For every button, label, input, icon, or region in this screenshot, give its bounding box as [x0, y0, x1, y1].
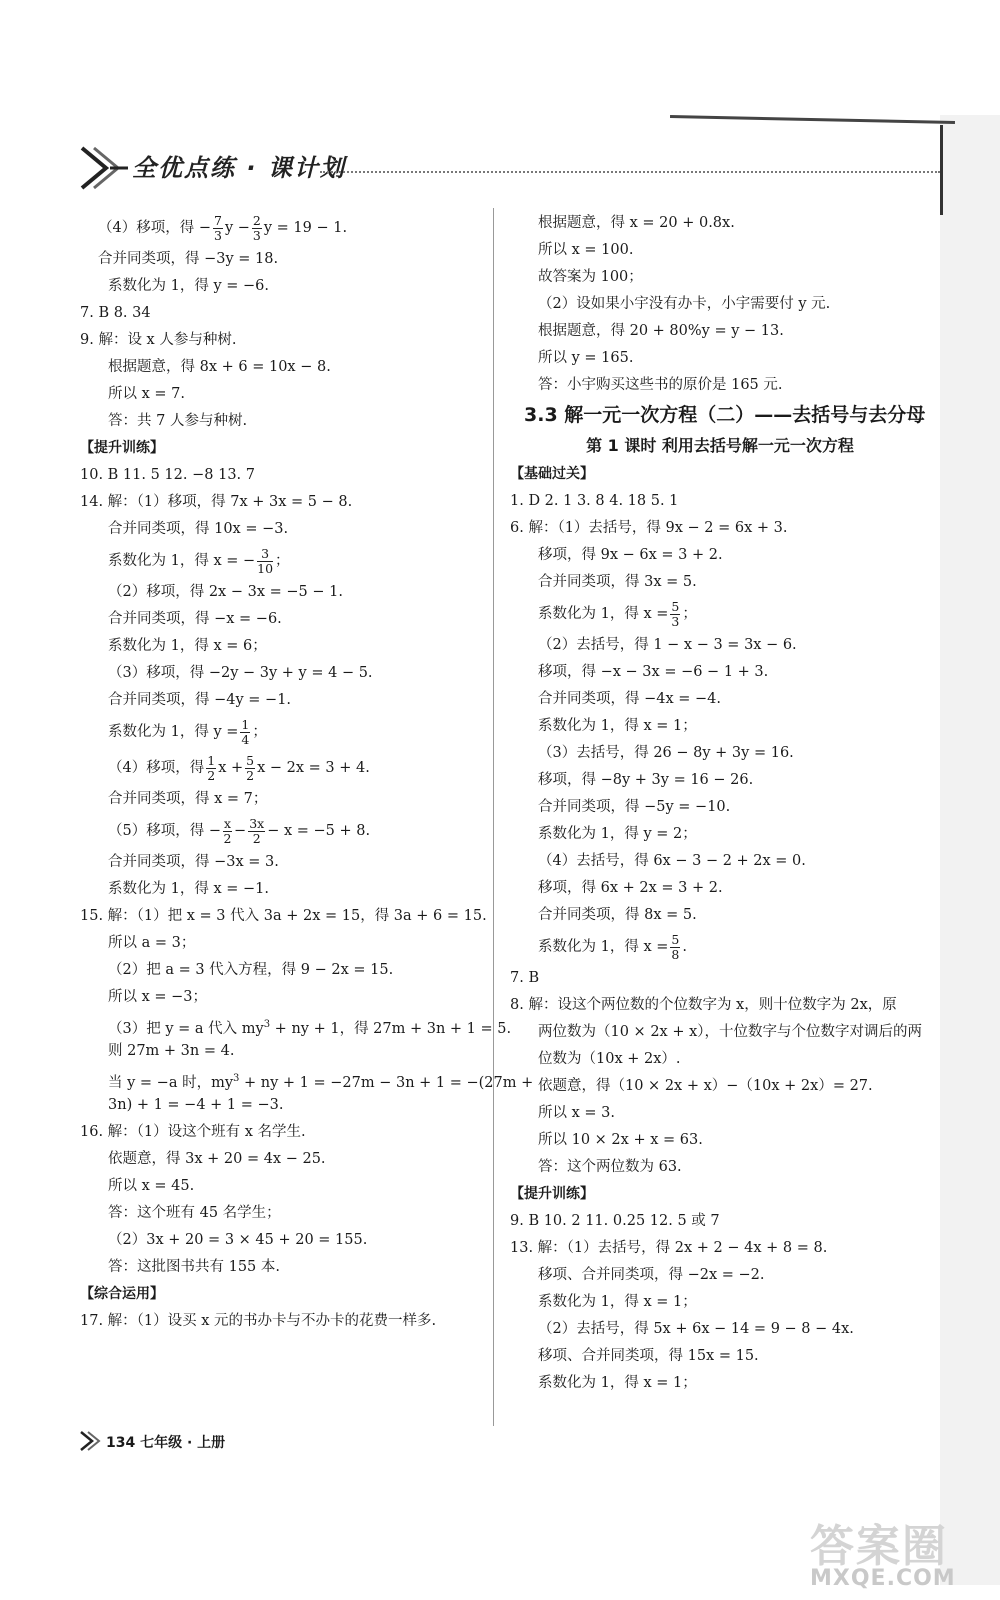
answer-line: 根据题意，得 8x + 6 = 10x − 8. [108, 359, 331, 375]
right-column [510, 210, 930, 1397]
answer-line: 移项、合并同类项，得 15x = 15. [538, 1348, 759, 1364]
answer-line: 所以 x = 45. [108, 1178, 195, 1194]
section-label: 【提升训练】 [510, 1186, 594, 1202]
answer-line: 合并同类项，得 3x = 5. [538, 574, 697, 590]
section-label: 【基础过关】 [510, 466, 594, 482]
answer-line: （3）移项，得 −2y − 3y + y = 4 − 5. [108, 665, 373, 681]
answer-line: 故答案为 100； [538, 269, 643, 285]
answer-line: 9. B 10. 2 11. 0.25 12. 5 或 7 [510, 1213, 720, 1229]
answer-line: 答：这个两位数为 63. [538, 1159, 682, 1175]
answer-line: 17. 解：（1）设买 x 元的书办卡与不办卡的花费一样多. [80, 1313, 437, 1329]
answer-line: 答：这个班有 45 名学生； [108, 1205, 281, 1221]
answer-line: 合并同类项，得 −x = −6. [108, 611, 282, 627]
answer-line: 15. 解：（1）把 x = 3 代入 3a + 2x = 15，得 3a + 6 = 15. [80, 908, 487, 924]
answer-line: 所以 y = 165. [538, 350, 634, 366]
answer-line: 合并同类项，得 −3y = 18. [98, 251, 279, 267]
answer-line: （2）设如果小宇没有办卡，小宇需要付 y 元. [538, 296, 831, 312]
answer-line: 依题意，得（10 × 2x + x）−（10x + 2x）= 27. [538, 1078, 873, 1094]
answer-line: 13. 解：（1）去括号，得 2x + 2 − 4x + 8 = 8. [510, 1240, 828, 1256]
watermark-logo: 答案圈 [810, 1521, 948, 1572]
answer-line: 当 y = −a 时，$my^3$ + ny + 1 = −27m − 3n + 1 = −(27m + [108, 1073, 534, 1091]
answer-line: （4）移项，得 $\frac{1}{2}$ x + $\frac{5}{2}$ x − 2x = 3 + 4. [108, 753, 370, 783]
answer-line: （3）把 y = a 代入 $my^3$ + ny + 1，得 27m + 3n + 1 = 5. [108, 1019, 512, 1037]
answer-line: （2）3x + 20 = 3 × 45 + 20 = 155. [108, 1232, 368, 1248]
answer-line: 所以 x = 100. [538, 242, 634, 258]
answer-line: 合并同类项，得 x = 7； [108, 791, 268, 807]
answer-line: 合并同类项，得 −4x = −4. [538, 691, 722, 707]
answer-line: 10. B 11. 5 12. −8 13. 7 [80, 467, 255, 483]
answer-line: 所以 x = −3； [108, 989, 208, 1005]
answer-line: 依题意，得 3x + 20 = 4x − 25. [108, 1151, 326, 1167]
answer-line: 合并同类项，得 −3x = 3. [108, 854, 279, 870]
answer-line: 9. 解：设 x 人参与种树. [80, 332, 237, 348]
scan-edge-line [670, 115, 955, 124]
answer-line: 系数化为 1，得 x = 1； [538, 718, 697, 734]
answer-line: 6. 解：（1）去括号，得 9x − 2 = 6x + 3. [510, 520, 788, 536]
answer-line: 系数化为 1，得 y = $\frac{1}{4}$ ； [108, 717, 267, 747]
footer-logo-icon [80, 1430, 104, 1452]
scan-edge-shadow [940, 115, 1000, 1585]
answer-line: 系数化为 1，得 x = 6； [108, 638, 267, 654]
left-column [80, 210, 534, 1335]
answer-line: 8. 解：设这个两位数的个位数字为 x，则十位数字为 2x，原 [510, 997, 897, 1013]
answer-line: 答：共 7 人参与种树. [108, 413, 248, 429]
section-label: 【综合运用】 [80, 1286, 164, 1302]
answer-line: （3）去括号，得 26 − 8y + 3y = 16. [538, 745, 794, 761]
answer-line: 7. B 8. 34 [80, 305, 151, 321]
answer-line: 根据题意，得 x = 20 + 0.8x. [538, 215, 735, 231]
answer-line: 系数化为 1，得 y = −6. [108, 278, 269, 294]
answer-line: 所以 10 × 2x + x = 63. [538, 1132, 703, 1148]
header-rule [320, 171, 940, 173]
section-heading: 3.3 解一元一次方程（二）——去括号与去分母 [524, 404, 926, 426]
answer-line: 系数化为 1，得 y = 2； [538, 826, 697, 842]
page-title: 全优点练 · 课计划 [132, 154, 346, 182]
watermark-site: MXQE.COM [810, 1566, 956, 1591]
scan-edge-side [940, 125, 943, 215]
page-number-label: 134 七年级 · 上册 [106, 1435, 226, 1451]
answer-line: 系数化为 1，得 x = − $\frac{3}{10}$ ； [108, 546, 290, 576]
answer-line: 系数化为 1，得 x = −1. [108, 881, 269, 897]
answer-line: （5）移项，得 − $\frac{x}{2}$ − $\frac{3x}{2}$ − x = −5 + 8. [108, 816, 371, 846]
answer-line: 移项，得 −x − 3x = −6 − 1 + 3. [538, 664, 769, 680]
answer-line: 答：小宇购买这些书的原价是 165 元. [538, 377, 783, 393]
answer-line: 3n) + 1 = −4 + 1 = −3. [108, 1097, 284, 1113]
page-header [80, 138, 940, 198]
answer-line: （2）去括号，得 1 − x − 3 = 3x − 6. [538, 637, 797, 653]
answer-line: 合并同类项，得 −4y = −1. [108, 692, 292, 708]
answer-line: 移项，得 −8y + 3y = 16 − 26. [538, 772, 754, 788]
answer-line: 所以 x = 7. [108, 386, 185, 402]
answer-line: 移项、合并同类项，得 −2x = −2. [538, 1267, 765, 1283]
answer-line: 答：这批图书共有 155 本. [108, 1259, 281, 1275]
answer-line: （2）移项，得 2x − 3x = −5 − 1. [108, 584, 343, 600]
column-divider [493, 208, 494, 1426]
answer-line: 根据题意，得 20 + 80%y = y − 13. [538, 323, 784, 339]
answer-line: （2）去括号，得 5x + 6x − 14 = 9 − 8 − 4x. [538, 1321, 854, 1337]
answer-line: 系数化为 1，得 x = $\frac{5}{3}$ ； [538, 599, 697, 629]
answer-line: 移项，得 6x + 2x = 3 + 2. [538, 880, 723, 896]
answer-line: 16. 解：（1）设这个班有 x 名学生. [80, 1124, 306, 1140]
answer-line: 所以 a = 3； [108, 935, 196, 951]
answer-line: 7. B [510, 970, 540, 986]
answer-line: 合并同类项，得 −5y = −10. [538, 799, 731, 815]
answer-line: 合并同类项，得 8x = 5. [538, 907, 697, 923]
answer-line: 系数化为 1，得 x = 1； [538, 1294, 697, 1310]
answer-line: 合并同类项，得 10x = −3. [108, 521, 289, 537]
answer-line: （2）把 a = 3 代入方程，得 9 − 2x = 15. [108, 962, 394, 978]
answer-line: 移项，得 9x − 6x = 3 + 2. [538, 547, 723, 563]
answer-line: 两位数为（10 × 2x + x），十位数字与个位数字对调后的两 [538, 1024, 923, 1040]
answer-line: 所以 x = 3. [538, 1105, 615, 1121]
book-logo-icon [80, 144, 130, 190]
answer-line: 1. D 2. 1 3. 8 4. 18 5. 1 [510, 493, 679, 509]
answer-line: 14. 解：（1）移项，得 7x + 3x = 5 − 8. [80, 494, 353, 510]
answer-line: 则 27m + 3n = 4. [108, 1043, 235, 1059]
answer-line: 位数为（10x + 2x）. [538, 1051, 681, 1067]
lesson-heading: 第 1 课时 利用去括号解一元一次方程 [586, 436, 854, 455]
answer-line: 系数化为 1，得 x = $\frac{5}{8}$ . [538, 932, 687, 962]
answer-line: （4）去括号，得 6x − 3 − 2 + 2x = 0. [538, 853, 806, 869]
section-label: 【提升训练】 [80, 440, 164, 456]
answer-line: 系数化为 1，得 x = 1； [538, 1375, 697, 1391]
answer-line: （4）移项，得 − $\frac{7}{3}$ y − $\frac{2}{3}$ y = 19 − 1. [98, 213, 348, 243]
